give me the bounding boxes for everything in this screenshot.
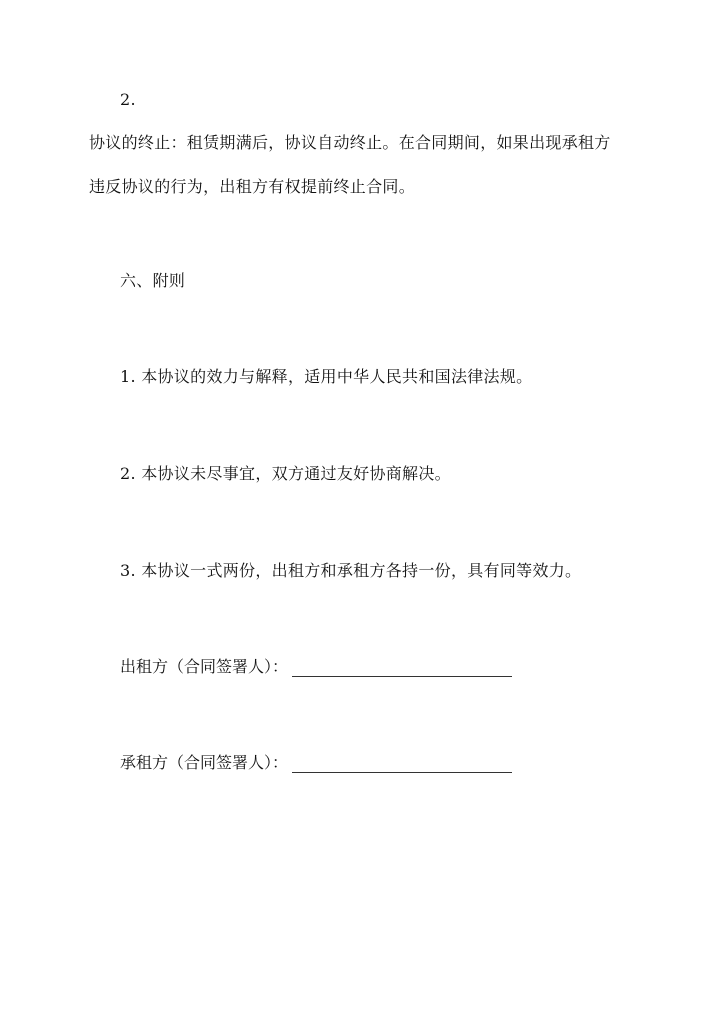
section-heading-appendix: 六、附则 <box>120 271 186 290</box>
lessor-signature-line <box>292 662 512 677</box>
lessee-signature-label: 承租方（合同签署人）： <box>120 753 289 772</box>
termination-text-line-2: 违反协议的行为，出租方有权提前终止合同。 <box>89 177 416 196</box>
appendix-item-1: 1. 本协议的效力与解释，适用中华人民共和国法律法规。 <box>120 367 533 386</box>
appendix-item-2: 2. 本协议未尽事宜，双方通过友好协商解决。 <box>120 464 451 483</box>
termination-text-line-1: 协议的终止：租赁期满后，协议自动终止。在合同期间，如果出现承租方 <box>89 133 611 152</box>
lessee-signature-line <box>292 758 512 773</box>
appendix-item-3: 3. 本协议一式两份，出租方和承租方各持一份，具有同等效力。 <box>120 561 582 580</box>
lessor-signature-label: 出租方（合同签署人）： <box>120 657 289 676</box>
termination-number: 2. <box>120 90 136 109</box>
lessee-signature-row <box>120 753 512 773</box>
lessor-signature-row <box>120 657 512 677</box>
